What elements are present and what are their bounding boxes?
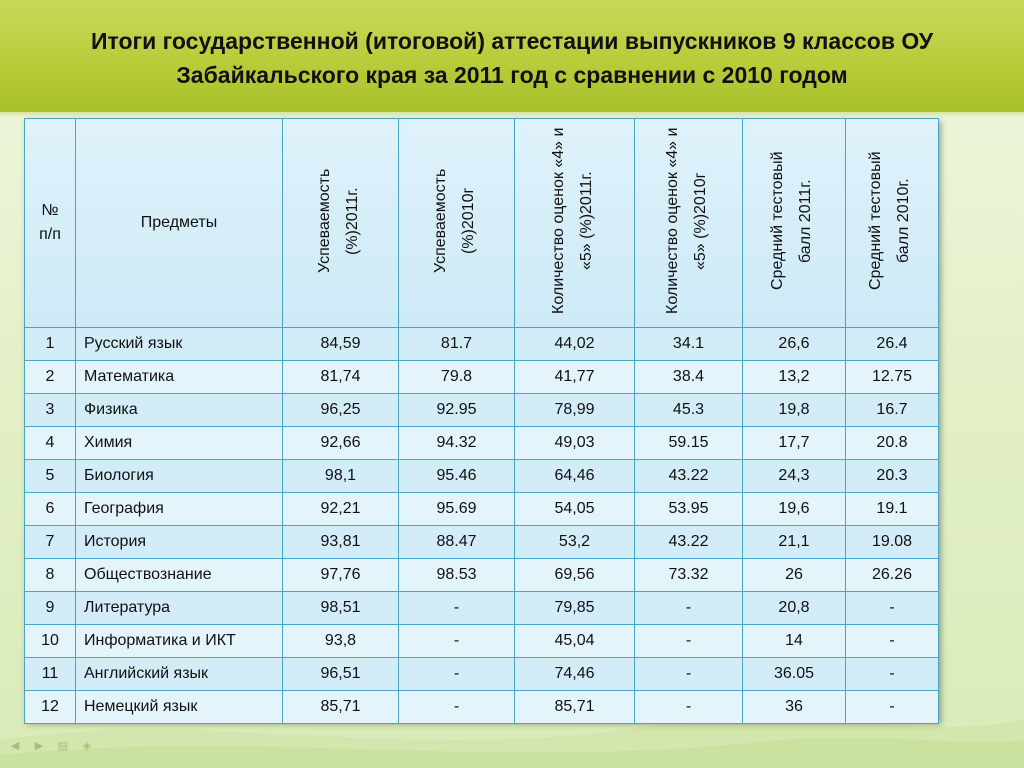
cell-subject: Информатика и ИКТ bbox=[76, 625, 283, 658]
cell-good-2010: - bbox=[635, 592, 743, 625]
table-header-row bbox=[25, 119, 939, 328]
cell-subject: Литература bbox=[76, 592, 283, 625]
header-pass-2010: Успеваемость (%)2010г bbox=[399, 119, 515, 328]
cell-avg-2011: 17,7 bbox=[743, 427, 846, 460]
header-good-2011: Количество оценок «4» и «5» (%)2011г. bbox=[515, 119, 635, 328]
cell-avg-2010: - bbox=[846, 658, 939, 691]
cell-good-2011: 78,99 bbox=[515, 394, 635, 427]
table-row bbox=[25, 328, 939, 361]
cell-pass-2010: 95.69 bbox=[399, 493, 515, 526]
arrow-right-icon[interactable]: ▶ bbox=[34, 740, 44, 752]
cell-avg-2011: 19,8 bbox=[743, 394, 846, 427]
cell-pass-2011: 98,51 bbox=[283, 592, 399, 625]
cell-pass-2010: 79.8 bbox=[399, 361, 515, 394]
table-row bbox=[25, 526, 939, 559]
table-row bbox=[25, 658, 939, 691]
cell-pass-2011: 93,81 bbox=[283, 526, 399, 559]
cell-avg-2010: 16.7 bbox=[846, 394, 939, 427]
cell-pass-2010: - bbox=[399, 658, 515, 691]
cell-pass-2010: - bbox=[399, 691, 515, 724]
cell-subject: Биология bbox=[76, 460, 283, 493]
cell-row-num: 8 bbox=[25, 559, 76, 592]
cell-avg-2010: - bbox=[846, 592, 939, 625]
cell-pass-2011: 97,76 bbox=[283, 559, 399, 592]
cell-row-num: 1 bbox=[25, 328, 76, 361]
cell-good-2011: 64,46 bbox=[515, 460, 635, 493]
cell-avg-2011: 21,1 bbox=[743, 526, 846, 559]
cell-good-2011: 53,2 bbox=[515, 526, 635, 559]
cell-good-2011: 79,85 bbox=[515, 592, 635, 625]
cell-pass-2011: 98,1 bbox=[283, 460, 399, 493]
header-pass-2011: Успеваемость (%)2011г. bbox=[283, 119, 399, 328]
cell-good-2010: 45.3 bbox=[635, 394, 743, 427]
table-body bbox=[25, 328, 939, 724]
cell-avg-2011: 36 bbox=[743, 691, 846, 724]
slide-nav-icons bbox=[8, 740, 94, 752]
cell-avg-2011: 13,2 bbox=[743, 361, 846, 394]
cell-row-num: 7 bbox=[25, 526, 76, 559]
cell-good-2010: - bbox=[635, 691, 743, 724]
cell-good-2010: 34.1 bbox=[635, 328, 743, 361]
cell-good-2011: 45,04 bbox=[515, 625, 635, 658]
results-table-container bbox=[24, 118, 938, 721]
table-row bbox=[25, 427, 939, 460]
page-title bbox=[0, 24, 1024, 92]
cell-avg-2010: 12.75 bbox=[846, 361, 939, 394]
table-row bbox=[25, 592, 939, 625]
cell-row-num: 2 bbox=[25, 361, 76, 394]
cell-pass-2011: 81,74 bbox=[283, 361, 399, 394]
cell-row-num: 3 bbox=[25, 394, 76, 427]
cell-row-num: 6 bbox=[25, 493, 76, 526]
cell-pass-2010: 92.95 bbox=[399, 394, 515, 427]
cell-pass-2010: 98.53 bbox=[399, 559, 515, 592]
table-row bbox=[25, 460, 939, 493]
cell-avg-2010: 20.3 bbox=[846, 460, 939, 493]
cell-row-num: 10 bbox=[25, 625, 76, 658]
cell-subject: История bbox=[76, 526, 283, 559]
cell-avg-2010: 26.26 bbox=[846, 559, 939, 592]
header-avg-2011: Средний тестовый балл 2011г. bbox=[743, 119, 846, 328]
cell-good-2010: 53.95 bbox=[635, 493, 743, 526]
sound-icon[interactable]: ◈ bbox=[82, 740, 92, 752]
results-table bbox=[24, 118, 939, 724]
cell-pass-2010: 81.7 bbox=[399, 328, 515, 361]
cell-subject: Обществознание bbox=[76, 559, 283, 592]
cell-subject: Химия bbox=[76, 427, 283, 460]
cell-avg-2011: 20,8 bbox=[743, 592, 846, 625]
cell-row-num: 9 bbox=[25, 592, 76, 625]
table-row bbox=[25, 493, 939, 526]
cell-avg-2010: 26.4 bbox=[846, 328, 939, 361]
title-line-2: Забайкальского края за 2011 год с сравнении с 2010 годом bbox=[176, 62, 848, 88]
cell-avg-2011: 14 bbox=[743, 625, 846, 658]
cell-avg-2010: - bbox=[846, 625, 939, 658]
cell-good-2011: 49,03 bbox=[515, 427, 635, 460]
cell-avg-2011: 19,6 bbox=[743, 493, 846, 526]
cell-pass-2010: 94.32 bbox=[399, 427, 515, 460]
cell-avg-2011: 36.05 bbox=[743, 658, 846, 691]
table-row bbox=[25, 625, 939, 658]
cell-good-2011: 69,56 bbox=[515, 559, 635, 592]
cell-pass-2011: 84,59 bbox=[283, 328, 399, 361]
cell-avg-2011: 26 bbox=[743, 559, 846, 592]
cell-good-2011: 54,05 bbox=[515, 493, 635, 526]
title-line-1: Итоги государственной (итоговой) аттестации выпускников 9 классов ОУ bbox=[90, 28, 933, 54]
cell-row-num: 4 bbox=[25, 427, 76, 460]
table-row bbox=[25, 691, 939, 724]
cell-good-2010: 73.32 bbox=[635, 559, 743, 592]
header-glow bbox=[0, 104, 1024, 118]
cell-avg-2010: 20.8 bbox=[846, 427, 939, 460]
cell-pass-2010: - bbox=[399, 625, 515, 658]
cell-subject: Русский язык bbox=[76, 328, 283, 361]
cell-subject: География bbox=[76, 493, 283, 526]
arrow-left-icon[interactable]: ◀ bbox=[10, 740, 20, 752]
table-row bbox=[25, 559, 939, 592]
cell-subject: Английский язык bbox=[76, 658, 283, 691]
cell-pass-2011: 93,8 bbox=[283, 625, 399, 658]
header-num: № п/п bbox=[25, 119, 76, 328]
cell-pass-2010: - bbox=[399, 592, 515, 625]
header-avg-2010: Средний тестовый балл 2010г. bbox=[846, 119, 939, 328]
cell-pass-2011: 96,51 bbox=[283, 658, 399, 691]
cell-avg-2011: 26,6 bbox=[743, 328, 846, 361]
cell-pass-2011: 92,66 bbox=[283, 427, 399, 460]
menu-icon[interactable]: ▤ bbox=[57, 740, 69, 752]
cell-good-2011: 44,02 bbox=[515, 328, 635, 361]
cell-subject: Немецкий язык bbox=[76, 691, 283, 724]
cell-avg-2010: 19.08 bbox=[846, 526, 939, 559]
table-row bbox=[25, 361, 939, 394]
cell-good-2010: 59.15 bbox=[635, 427, 743, 460]
cell-avg-2011: 24,3 bbox=[743, 460, 846, 493]
cell-pass-2011: 85,71 bbox=[283, 691, 399, 724]
cell-good-2011: 85,71 bbox=[515, 691, 635, 724]
cell-pass-2011: 96,25 bbox=[283, 394, 399, 427]
table-row bbox=[25, 394, 939, 427]
cell-row-num: 12 bbox=[25, 691, 76, 724]
header-good-2010: Количество оценок «4» и «5» (%)2010г bbox=[635, 119, 743, 328]
cell-pass-2010: 88.47 bbox=[399, 526, 515, 559]
cell-pass-2010: 95.46 bbox=[399, 460, 515, 493]
cell-avg-2010: - bbox=[846, 691, 939, 724]
cell-subject: Математика bbox=[76, 361, 283, 394]
header-subject: Предметы bbox=[76, 119, 283, 328]
cell-good-2010: - bbox=[635, 625, 743, 658]
cell-row-num: 11 bbox=[25, 658, 76, 691]
cell-good-2011: 74,46 bbox=[515, 658, 635, 691]
cell-row-num: 5 bbox=[25, 460, 76, 493]
cell-subject: Физика bbox=[76, 394, 283, 427]
cell-good-2010: 43.22 bbox=[635, 526, 743, 559]
cell-avg-2010: 19.1 bbox=[846, 493, 939, 526]
cell-good-2010: 38.4 bbox=[635, 361, 743, 394]
cell-good-2011: 41,77 bbox=[515, 361, 635, 394]
cell-good-2010: 43.22 bbox=[635, 460, 743, 493]
cell-pass-2011: 92,21 bbox=[283, 493, 399, 526]
cell-good-2010: - bbox=[635, 658, 743, 691]
